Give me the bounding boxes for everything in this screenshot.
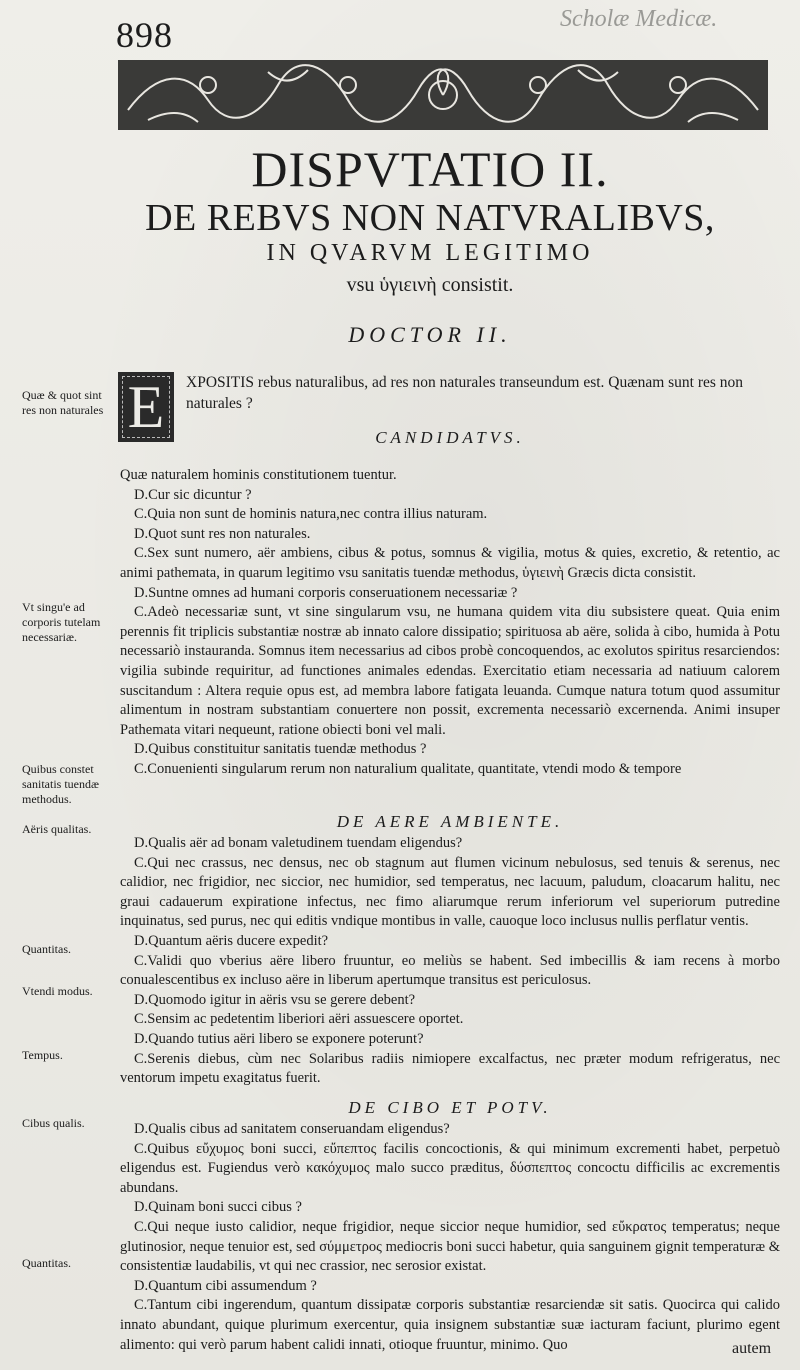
dialogue-line: D.Quantum cibi assumendum ?	[134, 1277, 317, 1294]
cibo-dialogue	[120, 1120, 780, 1355]
page-number: 898	[116, 15, 173, 55]
dialogue-line: D.Cur sic dicuntur ?	[134, 486, 252, 503]
dialogue-line: C.Sensim ac pedetentim liberiori aëri assuescere oportet.	[134, 1011, 464, 1028]
margin-note: Quantitas.	[22, 1256, 71, 1270]
aere-heading: DE AERE AMBIENTE.	[336, 812, 564, 831]
ornamental-headpiece	[118, 60, 768, 130]
dialogue-line: C.Tantum cibi ingerendum, quantum dissipatæ corporis substantiæ resarciendæ sit satis. Quocirca qui calido innato abundant, quique plurimum exercentur, quia insignem substantiæ suæ iacturam faciunt, plurimo egent alimento: qui verò parum habent calidi innati, otioque fruuntur, minimo. Quo	[120, 1297, 780, 1353]
margin-note: Quibus constet sanitatis tuendæ methodus.	[22, 762, 99, 806]
dialogue-line: D.Qualis cibus ad sanitatem conseruandam eligendus?	[134, 1121, 450, 1137]
dialogue-line: D.Quot sunt res non naturales.	[134, 525, 311, 542]
dialogue-line: C.Qui neque iusto calidior, neque frigidior, neque siccior neque humidior, sed εὔκρατος temperatus; neque glutinosior, neque tenuior est, sed σύμμετρος mediocris boni succi habetur, quia sanguinem gignit temperaturæ & consistentiæ laudabilis, vt qui nec crassior, nec serosior existat.	[120, 1218, 780, 1275]
dialogue-line: D.Quantum aëris ducere expedit?	[134, 932, 329, 949]
dialogue-line: C.Conuenienti singularum rerum non naturalium qualitate, quantitate, vtendi modo & tempore	[134, 760, 682, 777]
margin-note: Tempus.	[22, 1048, 63, 1062]
disputation-subtitle-2: IN QVARVM LEGITIMO	[266, 240, 594, 266]
candidatus-heading: CANDIDATVS.	[375, 428, 525, 447]
dialogue-line: C.Qui nec crassus, nec densus, nec ob stagnum aut flumen vicinum nebulosus, sed tenuis & serenus, nec calidior, nec frigidior, nec siccior, nec humidior, sed temperatus, nec lacuum, paludum, cloacarum halitu, nec graui cadauerum expiratione infectus, nec fimo aliarumque rerum inferiorum vel superiorum putredine inquinatus, sed purus, nec qui editis vndique montibus in valle, cauoque loco inclusus nullis perflatur ventis.	[120, 854, 780, 930]
margin-note: Cibus qualis.	[22, 1116, 85, 1130]
margin-note: Quæ & quot sint res non naturales	[22, 388, 104, 417]
dialogue-line: D.Quibus constituitur sanitatis tuendæ methodus ?	[134, 741, 427, 758]
dialogue-line: C.Adeò necessariæ sunt, vt sine singularum vsu, ne humana quidem vita diu subsistere queat. Quia enim perennis fit triplicis substantiæ nostræ ab innato calore dissipatio; spirituosa ab aëre, solida à cibo, humida à Potu necessariò instauranda. Somnus item necessarius ad cibos probè concoquendos, ac exolutos spiritus resarciendos: vigilia subinde requiritur, ad functiones animales edendas. Exercitatio etiam necessaria ad natiuum calorem suscitandum : Altera requie opus est, ad membra labore fatigata leuanda. Cumque natura totum quod assumitur alimentum in nostram substantiam conuertere non possit, excrementa necessariò excernenda. Animi insuper Pathemata vitari nequeunt, ratione obiecti boni vel mali.	[120, 604, 780, 738]
dialogue-line: C.Quia non sunt de hominis natura,nec contra illius naturam.	[134, 506, 488, 523]
dialogue-line: D.Quomodo igitur in aëris vsu se gerere debent?	[134, 991, 416, 1008]
margin-note: Vt singu'e ad corporis tutelam necessariæ.	[22, 600, 101, 644]
disputation-title: DISPVTATIO II.	[251, 141, 609, 197]
doctor-heading: DOCTOR II.	[348, 322, 512, 347]
dialogue-line: C.Quibus εὔχυμος boni succi, εὔπεπτος facilis concoctionis, & qui minimum excrementi habet, perpetuò eligendus est. Fugiendus verò κακόχυμος malo succo præditus, δύσπεπτος concoctu difficilis ac excrementis abundans.	[120, 1140, 780, 1196]
cibo-heading: DE CIBO ET POTV.	[348, 1098, 552, 1117]
dialogue-line: D.Suntne omnes ad humani corporis conseruationem necessariæ ?	[134, 584, 518, 601]
dialogue-line: D.Quinam boni succi cibus ?	[134, 1199, 302, 1216]
candidatus-dialogue	[120, 466, 780, 780]
catchword: autem	[732, 1340, 772, 1357]
dialogue-line: D.Quando tutius aëri libero se exponere poterunt?	[134, 1030, 424, 1047]
decorated-initial: E	[118, 372, 174, 442]
margin-note: Vtendi modus.	[22, 984, 93, 998]
dialogue-line: C.Serenis diebus, cùm nec Solaribus radiis nimiopere excalfactus, nec præter modum refrigeratus, nec ventorum impetu exagitatus fuerit.	[120, 1050, 780, 1087]
dialogue-line: Quæ naturalem hominis constitutionem tuentur.	[120, 467, 397, 483]
disputation-subtitle-3: vsu ὑγιεινὴ consistit.	[346, 274, 514, 296]
disputation-subtitle: DE REBVS NON NATVRALIBVS,	[145, 197, 715, 239]
dialogue-line: D.Qualis aër ad bonam valetudinem tuendam eligendus?	[134, 835, 463, 851]
dialogue-line: C.Sex sunt numero, aër ambiens, cibus & potus, somnus & vigilia, motus & quies, excretio, & retentio, ac animi pathemata, in quarum legitimo vsu sanitatis tuendæ methodus, ὑγιεινὴ Græcis dicta consistit.	[120, 545, 780, 581]
margin-note: Aëris qualitas.	[22, 822, 92, 836]
dialogue-line: C.Validi quo vberius aëre libero fruuntur, eo meliùs se habent. Sed imbecillis & iam recens à morbo conualescentibus ex incluso aëre in liberum apertumque transitus est periculosus.	[120, 952, 780, 989]
running-head: Scholæ Medicæ.	[560, 6, 718, 32]
intro-paragraph: XPOSITIS rebus naturalibus, ad res non naturales transeundum est. Quænam sunt res non naturales ?	[186, 374, 744, 412]
aere-dialogue	[120, 834, 780, 1089]
margin-note: Quantitas.	[22, 942, 71, 956]
